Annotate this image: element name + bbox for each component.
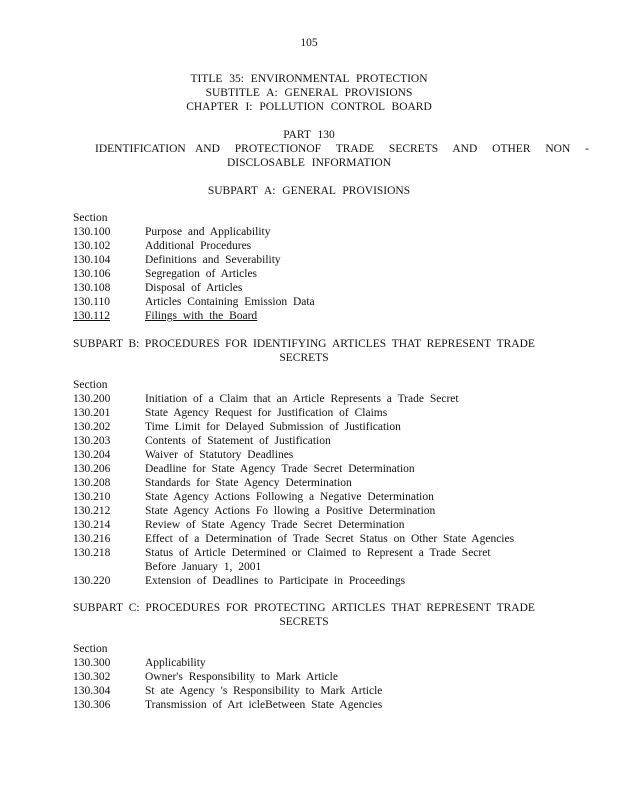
section-title: St ate Agency 's Responsibility to Mark Article — [145, 685, 383, 697]
subpart-a-section-label: Section — [73, 212, 108, 224]
section-number: 130.106 — [73, 268, 111, 280]
part-title-rest: AND PROTECTIONOF TRADE SECRETS AND OTHER NON - — [195, 143, 589, 155]
part-title-first-word: IDENTIFICATION — [95, 143, 186, 155]
subpart-a-heading: SUBPART A: GENERAL PROVISIONS — [207, 185, 411, 197]
section-row — [73, 532, 543, 546]
section-row — [73, 225, 543, 239]
section-row — [73, 670, 543, 684]
section-title: Segregation of Articles — [145, 268, 258, 280]
section-title: Owner's Responsibility to Mark Article — [145, 671, 338, 683]
section-number: 130.112 — [73, 310, 110, 322]
section-title: Transmission of Art icleBetween State Agencies — [145, 699, 383, 711]
heading-word: THAT — [391, 602, 421, 614]
subpart-b-heading-line2: SECRETS — [279, 352, 329, 364]
part-title-line1 — [95, 142, 589, 156]
heading-word: TRADE — [496, 602, 535, 614]
heading-word: SUBPART — [73, 338, 124, 350]
section-title: Extension of Deadlines to Participate in Proceedings — [145, 575, 406, 587]
section-row — [73, 462, 543, 476]
section-title: Status of Article Determined or Claimed to Represent a Trade Secret Before January 1, 2001 — [145, 547, 491, 573]
chapter-heading: CHAPTER I: POLLUTION CONTROL BOARD — [186, 101, 432, 113]
section-row — [73, 295, 543, 309]
section-row — [73, 434, 543, 448]
section-title: Articles Containing Emission Data — [145, 296, 315, 308]
section-number: 130.204 — [73, 449, 111, 461]
section-number: 130.100 — [73, 226, 111, 238]
section-row — [73, 309, 543, 323]
section-number: 130.102 — [73, 240, 111, 252]
section-title: Deadline for State Agency Trade Secret Determination — [145, 463, 415, 475]
heading-word: FOR — [225, 338, 248, 350]
section-number: 130.216 — [73, 533, 111, 545]
section-number: 130.110 — [73, 296, 110, 308]
section-title: Filings with the Board — [145, 310, 258, 322]
subpart-c-heading-line1 — [73, 601, 535, 615]
subpart-c-section-label: Section — [73, 643, 108, 655]
heading-word: REPRESENT — [426, 602, 491, 614]
section-row — [73, 420, 543, 434]
section-number: 130.220 — [73, 575, 111, 587]
heading-word: PROCEDURES — [144, 338, 220, 350]
section-title: Applicability — [145, 657, 206, 669]
section-row — [73, 504, 543, 518]
section-title: Waiver of Statutory Deadlines — [145, 449, 294, 461]
heading-word: ARTICLES — [331, 338, 387, 350]
subpart-c-heading — [73, 601, 535, 629]
section-number: 130.218 — [73, 547, 111, 559]
heading-word: TRADE — [496, 338, 535, 350]
section-number: 130.210 — [73, 491, 111, 503]
heading-word: PROTECTING — [253, 602, 326, 614]
section-title: Contents of Statement of Justification — [145, 435, 331, 447]
section-row — [73, 518, 543, 532]
section-number: 130.212 — [73, 505, 111, 517]
page-number: 105 — [300, 37, 318, 49]
section-number: 130.104 — [73, 254, 111, 266]
section-row — [73, 546, 543, 574]
section-row — [73, 253, 543, 267]
section-number: 130.214 — [73, 519, 111, 531]
part-title-line2: DISCLOSABLE INFORMATION — [226, 157, 392, 169]
section-title: Definitions and Severability — [145, 254, 281, 266]
subpart-c-heading-line2: SECRETS — [279, 616, 329, 628]
part-number: PART 130 — [283, 129, 335, 141]
section-title: State Agency Actions Fo llowing a Positive Determination — [145, 505, 436, 517]
section-title: Purpose and Applicability — [145, 226, 271, 238]
subpart-b-heading-line1 — [73, 337, 535, 351]
section-number: 130.304 — [73, 685, 111, 697]
section-row — [73, 267, 543, 281]
section-row — [73, 476, 543, 490]
section-row — [73, 406, 543, 420]
section-title: State Agency Request for Justification of Claims — [145, 407, 388, 419]
section-title: Initiation of a Claim that an Article Represents a Trade Secret — [145, 393, 459, 405]
section-number: 130.108 — [73, 282, 111, 294]
subtitle-heading: SUBTITLE A: GENERAL PROVISIONS — [205, 87, 413, 99]
heading-word: C: — [128, 602, 140, 614]
section-title: Review of State Agency Trade Secret Determination — [145, 519, 405, 531]
heading-word: THAT — [391, 338, 422, 350]
heading-word: FOR — [225, 602, 249, 614]
section-number: 130.300 — [73, 657, 111, 669]
section-number: 130.306 — [73, 699, 111, 711]
section-row — [73, 281, 543, 295]
section-row — [73, 574, 543, 588]
heading-word: REPRESENT — [426, 338, 492, 350]
section-number: 130.202 — [73, 421, 111, 433]
section-row — [73, 239, 543, 253]
section-row — [73, 698, 543, 712]
section-row — [73, 448, 543, 462]
heading-word: ARTICLES — [331, 602, 386, 614]
heading-word: SUBPART — [73, 602, 124, 614]
section-number: 130.201 — [73, 407, 111, 419]
section-number: 130.206 — [73, 463, 111, 475]
section-number: 130.200 — [73, 393, 111, 405]
section-title: State Agency Actions Following a Negative Determination — [145, 491, 434, 503]
subpart-b-section-label: Section — [73, 379, 108, 391]
section-row — [73, 656, 543, 670]
heading-word: B: — [128, 338, 140, 350]
section-title: Standards for State Agency Determination — [145, 477, 352, 489]
heading-word: PROCEDURES — [145, 602, 221, 614]
section-row — [73, 392, 543, 406]
section-number: 130.208 — [73, 477, 111, 489]
section-title: Effect of a Determination of Trade Secret Status on Other State Agencies — [145, 533, 515, 545]
section-row — [73, 490, 543, 504]
subpart-b-heading — [73, 337, 535, 365]
heading-word: IDENTIFYING — [253, 338, 327, 350]
section-title: Time Limit for Delayed Submission of Justification — [145, 421, 401, 433]
title-heading: TITLE 35: ENVIRONMENTAL PROTECTION — [190, 73, 428, 85]
section-row — [73, 684, 543, 698]
section-title: Additional Procedures — [145, 240, 252, 252]
section-number: 130.302 — [73, 671, 111, 683]
section-title: Disposal of Articles — [145, 282, 243, 294]
section-number: 130.203 — [73, 435, 111, 447]
